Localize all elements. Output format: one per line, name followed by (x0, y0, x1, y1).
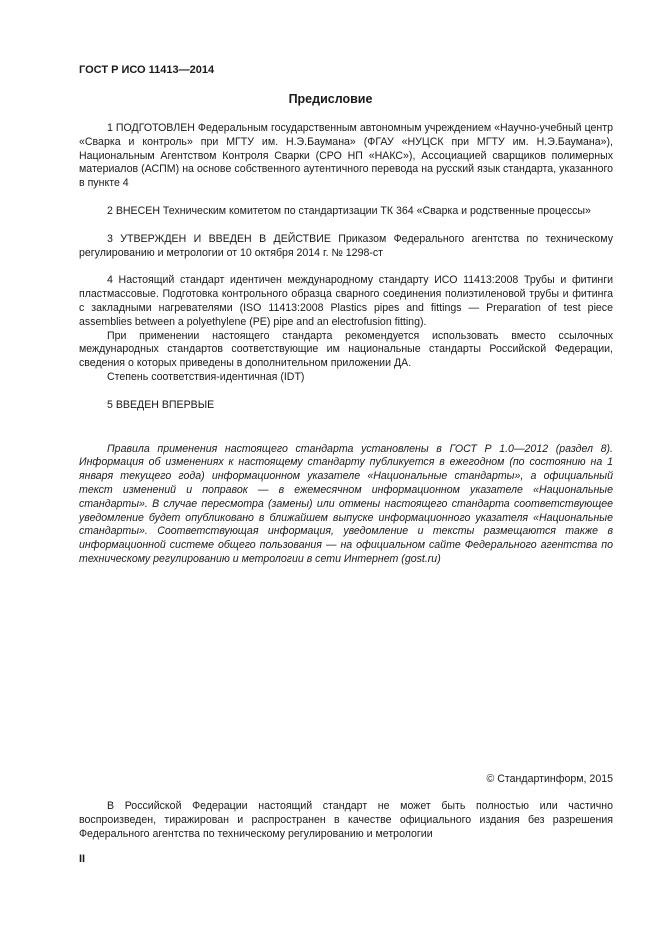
item-5-introduced: 5 ВВЕДЕН ВПЕРВЫЕ (107, 398, 215, 411)
item-4-references-note: При применении настоящего стандарта рекомендуется использовать вместо ссылочных международных стандартов соответствующие им национальные стандарты Российской Федерации, сведения о которых приведены в дополнительном приложении ДА. (79, 329, 613, 370)
legal-notice (79, 800, 613, 841)
legal-notice-text: В Российской Федерации настоящий стандарт не может быть полностью или частично воспроизведен, тиражирован и распространен в качестве официального издания без разрешения Федерального агентства по техническому регулированию и метрологии (79, 800, 613, 840)
standard-code-header: ГОСТ Р ИСО 11413—2014 (79, 64, 215, 76)
item-4-identical: 4 Настоящий стандарт идентичен международному стандарту ИСО 11413:2008 Трубы и фитинги пластмассовые. Подготовка контрольного образца сварного соединения полиэтиленовой трубы и фитинга с закладными нагревателями (ISO 11413:2008 Plastics pipes and fittings — Preparation of test piece assemblies between a polyethylene (PE) pipe and an electrofusion fitting). (79, 274, 613, 328)
foreword-body (79, 122, 613, 567)
item-4-conformity-degree: Степень соответствия-идентичная (IDT) (107, 370, 305, 383)
page-number: II (79, 853, 86, 865)
item-1-prepared: 1 ПОДГОТОВЛЕН Федеральным государственным автономным учреждением «Научно-учебный центр «Сварка и контроль» при МГТУ им. Н.Э.Баумана» (ФГАУ «НУЦСК при МГТУ им. Н.Э.Баумана»), Национальным Агентством Контроля Сварки (СРО НП «НАКС»), Ассоциацией сварщиков полимерных материалов (АСПМ) на основе собственного аутентичного перевода на русский язык стандарта, указанного в пункте 4 (79, 122, 613, 190)
item-3-approved: 3 УТВЕРЖДЕН И ВВЕДЕН В ДЕЙСТВИЕ Приказом Федерального агентства по техническому регулированию и метрологии от 10 октября 2014 г. № 1298-ст (79, 232, 613, 259)
page-title: Предисловие (288, 92, 373, 106)
application-rules-notice: Правила применения настоящего стандарта установлены в ГОСТ Р 1.0—2012 (раздел 8). Информация об изменениях к настоящему стандарту публикуется в ежегодном (по состоянию на 1 января текущего года) информационном указателе «Национальные стандарты», а официальный текст изменений и поправок — в ежемесячном информационном указателе «Национальные стандарты». В случае пересмотра (замены) или отмены настоящего стандарта соответствующее уведомление будет опубликовано в ближайшем выпуске информационного указателя «Национальные стандарты». Соответствующая информация, уведомление и тексты размещаются также в информационной системе общего пользования — на официальном сайте Федерального агентства по техническому регулированию и метрологии в сети Интернет (gost.ru) (79, 442, 613, 565)
copyright-line: © Стандартинформ, 2015 (486, 773, 613, 785)
item-2-submitted: 2 ВНЕСЕН Техническим комитетом по стандартизации ТК 364 «Сварка и родственные процессы» (107, 204, 591, 217)
